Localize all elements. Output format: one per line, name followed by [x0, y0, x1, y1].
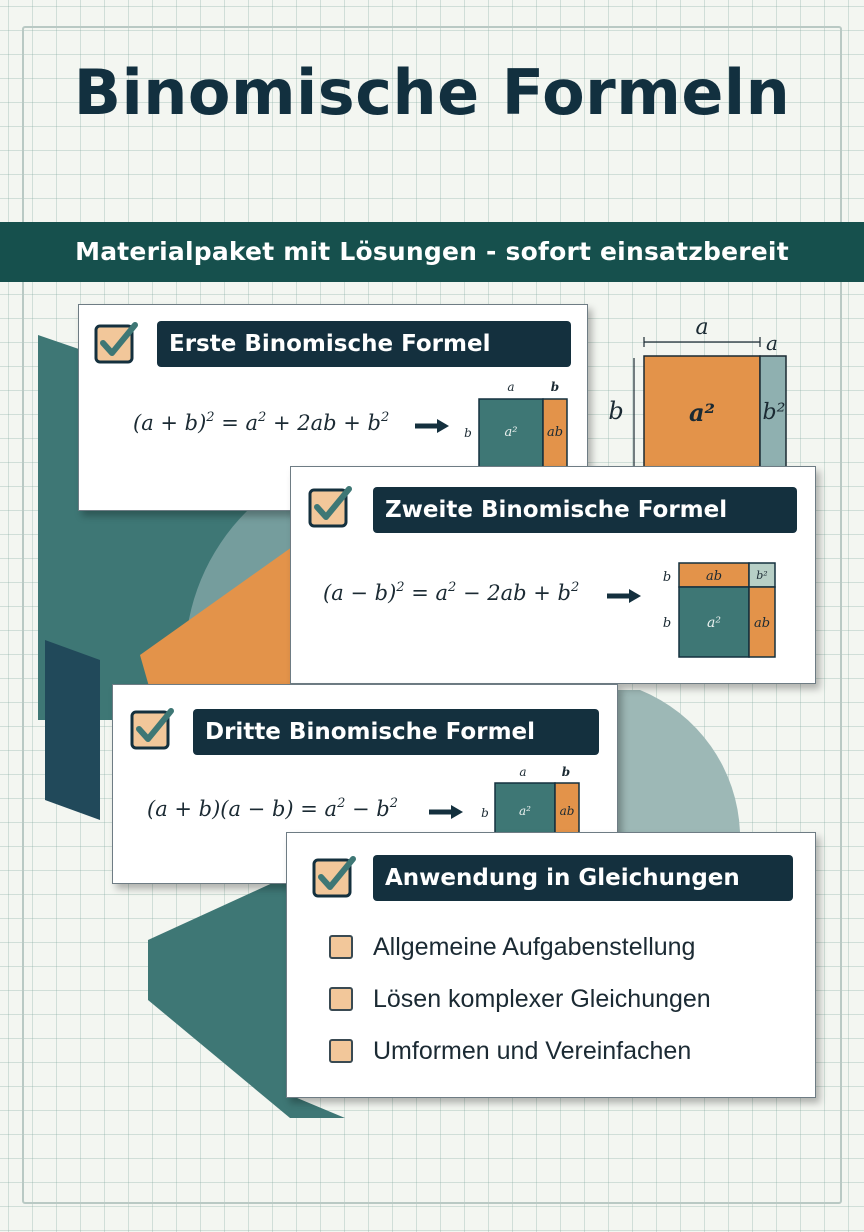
list-item: Allgemeine Aufgabenstellung: [329, 931, 695, 963]
card-anwendung: [286, 832, 816, 1098]
svg-text:b: b: [550, 380, 560, 394]
svg-text:a: a: [519, 765, 527, 779]
big-label-b-left: b: [608, 397, 624, 425]
svg-text:ab: ab: [753, 616, 771, 631]
checkbox-empty-icon: [329, 987, 353, 1011]
svg-text:a: a: [507, 380, 515, 394]
formula-zweite: $(a - b)^2 = a^2 - 2ab + b^2$: [323, 580, 580, 605]
arrow-right-icon: [607, 587, 643, 605]
checkbox-empty-icon: [329, 1039, 353, 1063]
card-heading: Anwendung in Gleichungen: [373, 855, 793, 901]
formula-dritte: $(a + b)(a - b) = a^2 - b^2$: [147, 796, 399, 821]
card-heading: Zweite Binomische Formel: [373, 487, 797, 533]
big-label-a2: a²: [688, 398, 716, 427]
svg-text:ab: ab: [546, 425, 564, 440]
checkbox-empty-icon: [329, 935, 353, 959]
svg-text:ab: ab: [559, 804, 575, 818]
diagram-zweite: [659, 561, 779, 661]
checkbox-check-icon: [129, 707, 175, 753]
svg-text:b: b: [662, 616, 672, 631]
card-heading: Dritte Binomische Formel: [193, 709, 599, 755]
svg-text:a²: a²: [519, 804, 531, 818]
svg-text:b: b: [481, 806, 489, 820]
svg-text:b: b: [464, 426, 472, 440]
subtitle-banner: Materialpaket mit Lösungen - sofort einsatzbereit: [0, 222, 864, 282]
big-label-a-right: a: [766, 331, 778, 355]
checkbox-check-icon: [307, 485, 353, 531]
checkbox-check-icon: [93, 321, 139, 367]
svg-text:b: b: [662, 570, 672, 585]
big-label-b2: b²: [762, 400, 786, 425]
svg-text:a²: a²: [504, 425, 518, 440]
big-label-a-top: a: [695, 315, 709, 340]
svg-text:b: b: [561, 765, 571, 779]
list-item: Umformen und Vereinfachen: [329, 1035, 691, 1067]
checkbox-check-icon: [311, 855, 357, 901]
formula-erste: $(a + b)^2 = a^2 + 2ab + b^2$: [133, 410, 390, 435]
page-title: Binomische Formeln: [73, 56, 791, 129]
list-item: Lösen komplexer Gleichungen: [329, 983, 711, 1015]
arrow-right-icon: [429, 803, 465, 821]
arrow-right-icon: [415, 417, 451, 435]
svg-text:a²: a²: [707, 615, 721, 631]
card-zweite-formel: [290, 466, 816, 684]
card-heading: Erste Binomische Formel: [157, 321, 571, 367]
svg-text:b²: b²: [756, 569, 768, 582]
diagram-erste: [459, 379, 569, 469]
svg-text:ab: ab: [705, 569, 723, 584]
large-square-diagram: [600, 312, 800, 472]
